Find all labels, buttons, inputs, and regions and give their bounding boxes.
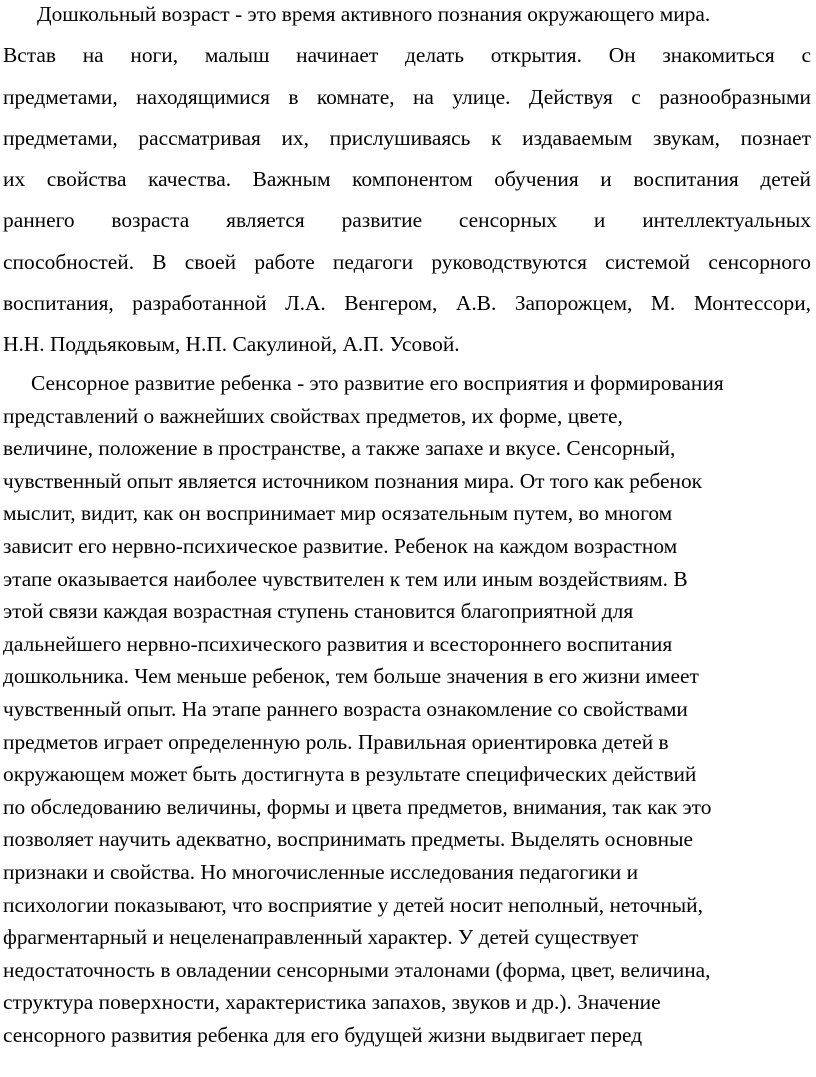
text-line: способностей. В своей работе педагоги руководствуются системой сенсорного	[3, 251, 811, 274]
text-line: этой связи каждая возрастная ступень становится благоприятной для	[3, 599, 634, 624]
text-line: признаки и свойства. Но многочисленные исследования педагогики и	[3, 859, 639, 884]
text-line: Встав на ноги, малыш начинает делать открытия. Он знакомиться с	[3, 45, 811, 68]
text-line: сенсорного развития ребенка для его будущей жизни выдвигает перед	[3, 1022, 643, 1047]
text-line: раннего возраста является развитие сенсорных и интеллектуальных	[3, 210, 811, 233]
text-line: мыслит, видит, как он воспринимает мир осязательным путем, во многом	[3, 501, 673, 526]
text-line: представлений о важнейших свойствах предметов, их форме, цвете,	[3, 403, 623, 428]
text-line: чувственный опыт. На этапе раннего возраста ознакомление со свойствами	[3, 696, 688, 721]
text-line: дальнейшего нервно-психического развития и всестороннего воспитания	[3, 631, 673, 656]
text-line: Сенсорное развитие ребенка - это развитие его восприятия и формирования	[31, 371, 724, 395]
text-line: зависит его нервно-психическое развитие. Ребенок на каждом возрастном	[3, 533, 678, 558]
text-line: структура поверхности, характеристика запахов, звуков и др.). Значение	[3, 990, 661, 1015]
text-line: окружающем может быть достигнута в результате специфических действий	[3, 762, 697, 787]
text-line: Дошкольный возраст - это время активного познания окружающего мира.	[37, 2, 711, 26]
text-line: фрагментарный и нецеленаправленный характер. У детей существует	[3, 925, 639, 950]
text-line: недостаточность в овладении сенсорными эталонами (форма, цвет, величина,	[3, 957, 711, 982]
text-line: Н.Н. Поддьяковым, Н.П. Сакулиной, А.П. Усовой.	[3, 332, 460, 357]
paragraph-1	[3, 4, 811, 376]
text-line: позволяет научить адекватно, воспринимать предметы. Выделять основные	[3, 827, 693, 852]
text-line: по обследованию величины, формы и цвета предметов, внимания, так как это	[3, 794, 712, 819]
text-line: предметов играет определенную роль. Правильная ориентировка детей в	[3, 729, 669, 754]
text-line: дошкольника. Чем меньше ребенок, тем больше значения в его жизни имеет	[3, 664, 699, 689]
text-line: величине, положение в пространстве, а также запахе и вкусе. Сенсорный,	[3, 436, 676, 461]
paragraph-2	[3, 373, 813, 1057]
text-line: чувственный опыт является источником познания мира. От того как ребенок	[3, 468, 703, 493]
text-line: этапе оказывается наиболее чувствителен к тем или иным воздействиям. В	[3, 566, 688, 591]
text-line: предметами, рассматривая их, прислушиваясь к издаваемым звукам, познает	[3, 127, 811, 150]
text-line: психологии показывают, что восприятие у детей носит неполный, неточный,	[3, 892, 703, 917]
text-line: воспитания, разработанной Л.А. Венгером, А.В. Запорожцем, М. Монтессори,	[3, 293, 811, 316]
text-line: их свойства качества. Важным компонентом обучения и воспитания детей	[3, 169, 811, 192]
text-line: предметами, находящимися в комнате, на улице. Действуя с разнообразными	[3, 86, 811, 109]
